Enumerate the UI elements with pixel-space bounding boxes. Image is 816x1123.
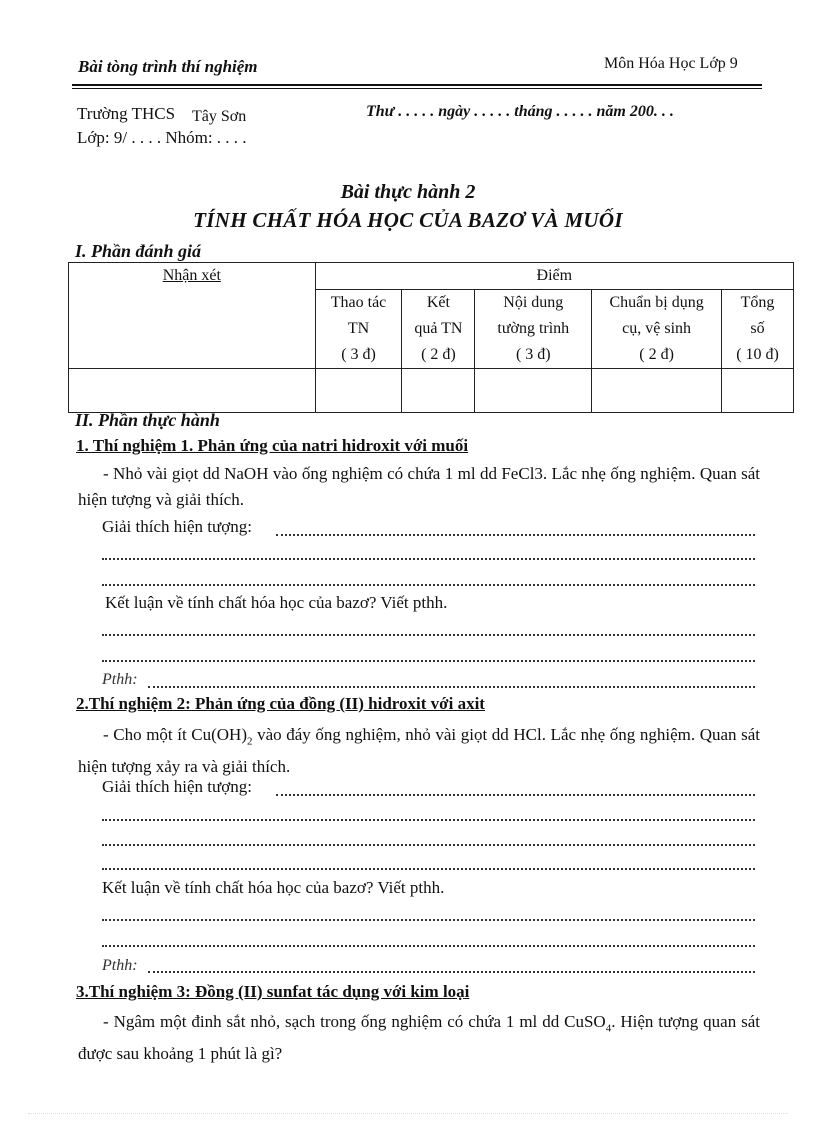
exp2-pthh-label: Pthh: (102, 957, 138, 974)
exp2-instruction: - Cho một ít $Cu(OH)_2$ vào đáy ống nghiệm, nhỏ vài giọt dd HCl. Lắc nhẹ ống nghiệm. Quan sát hiện tượng xảy ra và giải thích. (78, 725, 760, 777)
exp2-explain-line-4[interactable] (102, 868, 755, 870)
exp1-title: 1. Thí nghiệm 1. Phản ứng của natri hidroxit với muối (76, 436, 469, 455)
score-input-preparation[interactable] (592, 369, 722, 413)
exp1-conclusion-line-1[interactable] (102, 634, 755, 636)
score-header: Điểm (315, 263, 793, 290)
score-input-result[interactable] (402, 369, 475, 413)
exp2-explain-label: Giải thích hiện tượng: (102, 777, 252, 796)
exp3-title: 3.Thí nghiệm 3: Đồng (II) sunfat tác dụng với kim loại (76, 982, 470, 1001)
school-name: Tây Sơn (192, 108, 247, 125)
exp3-instruction: - Ngâm một đinh sắt nhỏ, sạch trong ống nghiệm có chứa 1 ml dd CuSO$_4$. Hiện tượng quan sát được sau khoảng 1 phút là gì? (78, 1012, 760, 1064)
score-col-total: Tổng số ( 10 đ) (722, 290, 794, 369)
exp1-instruction: - Nhỏ vài giọt dd NaOH vào ống nghiệm có chứa 1 ml dd FeCl3. Lắc nhẹ ống nghiệm. Quan sát hiện tượng và giải thích. (78, 464, 760, 509)
exp2-conclusion-label: Kết luận về tính chất hóa học của bazơ? Viết pthh. (102, 878, 445, 897)
exp1-conclusion-label: Kết luận về tính chất hóa học của bazơ? Viết pthh. (105, 593, 448, 612)
score-col-operation: Thao tác TN ( 3 đ) (315, 290, 402, 369)
score-col-preparation: Chuẩn bị dụng cụ, vệ sinh ( 2 đ) (592, 290, 722, 369)
lab-main-title: TÍNH CHẤT HÓA HỌC CỦA BAZƠ VÀ MUỐI (193, 208, 623, 232)
score-col-report: Nội dung tường trình ( 3 đ) (475, 290, 592, 369)
exp2-conclusion-line-1[interactable] (102, 919, 755, 921)
exp2-explain-line-1[interactable] (276, 794, 755, 796)
score-input-total[interactable] (722, 369, 794, 413)
exp1-explain-line-1[interactable] (276, 534, 755, 536)
section-evaluation-heading: I. Phần đánh giá (75, 241, 202, 261)
score-col-result: Kết quả TN ( 2 đ) (402, 290, 475, 369)
grading-table (68, 262, 794, 413)
exp2-explain-line-3[interactable] (102, 844, 755, 846)
comment-header-cell (69, 263, 316, 369)
exp2-conclusion-line-2[interactable] (102, 945, 755, 947)
exp1-conclusion-line-2[interactable] (102, 660, 755, 662)
class-group-line: Lớp: 9/ . . . . Nhóm: . . . . (77, 128, 247, 147)
lab-number-title: Bài thực hành 2 (340, 181, 476, 203)
date-line: Thư . . . . . ngày . . . . . tháng . . . . . năm 200. . . (366, 103, 674, 120)
school-label: Trường THCS (77, 104, 176, 123)
exp2-title: 2.Thí nghiệm 2: Phản ứng của đồng (II) hidroxit với axit (76, 694, 485, 713)
exp1-pthh-line[interactable] (148, 686, 755, 688)
exp1-explain-line-3[interactable] (102, 584, 755, 586)
header-title: Bài tòng trình thí nghiệm (78, 57, 258, 76)
header-subject: Môn Hóa Học Lớp 9 (604, 55, 738, 72)
exp2-pthh-line[interactable] (148, 971, 755, 973)
header-rule-thin (72, 88, 762, 89)
exp1-pthh-label: Pthh: (102, 671, 138, 688)
comment-input-cell[interactable] (69, 369, 316, 413)
exp2-explain-line-2[interactable] (102, 819, 755, 821)
exp1-explain-label: Giải thích hiện tượng: (102, 517, 252, 536)
score-input-operation[interactable] (315, 369, 402, 413)
exp1-explain-line-2[interactable] (102, 558, 755, 560)
section-practice-heading: II. Phần thực hành (75, 410, 220, 430)
comment-header: Nhận xét (162, 267, 221, 284)
score-input-report[interactable] (475, 369, 592, 413)
header-rule (72, 84, 762, 86)
page-bottom-edge (28, 1113, 788, 1114)
